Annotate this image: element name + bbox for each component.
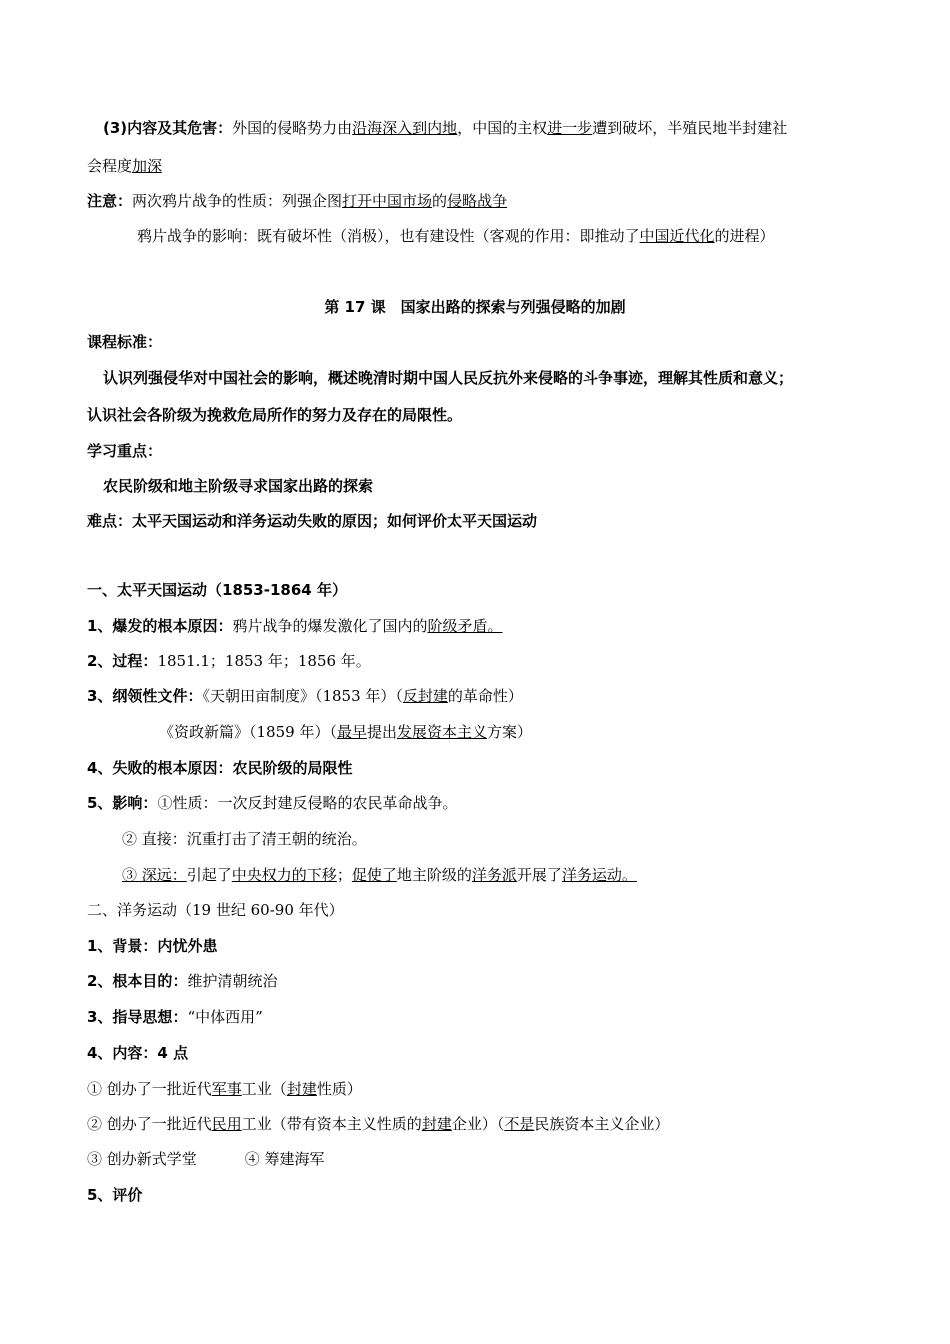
westernization-background: 1、背景：内忧外患 <box>87 937 218 955</box>
westernization-evaluation: 5、评价 <box>87 1186 143 1204</box>
taiping-documents: 3、纲领性文件：《天朝田亩制度》（1853 年）（反封建的革命性） <box>87 687 523 705</box>
taiping-impact-direct: ② 直接：沉重打击了清王朝的统治。 <box>122 830 367 848</box>
note-line-2: 鸦片战争的影响：既有破坏性（消极），也有建设性（客观的作用：即推动了中国近代化的进程） <box>137 227 775 245</box>
taiping-impact-deep: ③ 深远：引起了中央权力的下移；促使了地主阶级的洋务派开展了洋务运动。 <box>122 866 637 884</box>
curriculum-standard-label: 课程标准： <box>87 333 163 351</box>
westernization-content-label: 4、内容：4 点 <box>87 1044 189 1062</box>
section-taiping-heading: 一、太平天国运动（1853-1864 年） <box>87 581 347 599</box>
taiping-cause: 1、爆发的根本原因：鸦片战争的爆发激化了国内的阶级矛盾。 <box>87 617 503 635</box>
curriculum-standard-1: 认识列强侵华对中国社会的影响，概述晚清时期中国人民反抗外来侵略的斗争事迹，理解其性质和意义； <box>103 369 794 387</box>
note-line: 注意：两次鸦片战争的性质：列强企图打开中国市场的侵略战争 <box>87 192 508 210</box>
westernization-ideology: 3、指导思想：“中体西用” <box>87 1008 263 1026</box>
taiping-process: 2、过程：1851.1；1853 年；1856 年。 <box>87 652 371 670</box>
content-item-2: ② 创办了一批近代民用工业（带有资本主义性质的封建企业）（不是民族资本主义企业） <box>87 1115 670 1133</box>
content-item-3-4: ③ 创办新式学堂 ④ 筹建海军 <box>87 1150 325 1168</box>
lesson-title: 第 17 课 国家出路的探索与列强侵略的加剧 <box>324 298 626 316</box>
harm-line: (3)内容及其危害：外国的侵略势力由沿海深入到内地，中国的主权进一步遭到破坏，半殖民地半封建社 <box>103 119 788 137</box>
curriculum-standard-2: 认识社会各阶级为挽救危局所作的努力及存在的局限性。 <box>87 406 463 424</box>
taiping-documents-2: 《资政新篇》（1859 年）（最早提出发展资本主义方案） <box>159 723 533 741</box>
section-westernization-heading: 二、洋务运动（19 世纪 60-90 年代） <box>87 901 344 919</box>
key-point-label: 学习重点： <box>87 442 163 460</box>
key-point: 农民阶级和地主阶级寻求国家出路的探索 <box>103 477 374 495</box>
taiping-impact: 5、影响：①性质：一次反封建反侵略的农民革命战争。 <box>87 794 458 812</box>
content-item-1: ① 创办了一批近代军事工业（封建性质） <box>87 1080 362 1098</box>
taiping-failure: 4、失败的根本原因：农民阶级的局限性 <box>87 759 353 777</box>
westernization-purpose: 2、根本目的：维护清朝统治 <box>87 972 278 990</box>
difficulty: 难点：太平天国运动和洋务运动失败的原因；如何评价太平天国运动 <box>87 512 538 530</box>
harm-line-cont: 会程度加深 <box>87 157 163 175</box>
